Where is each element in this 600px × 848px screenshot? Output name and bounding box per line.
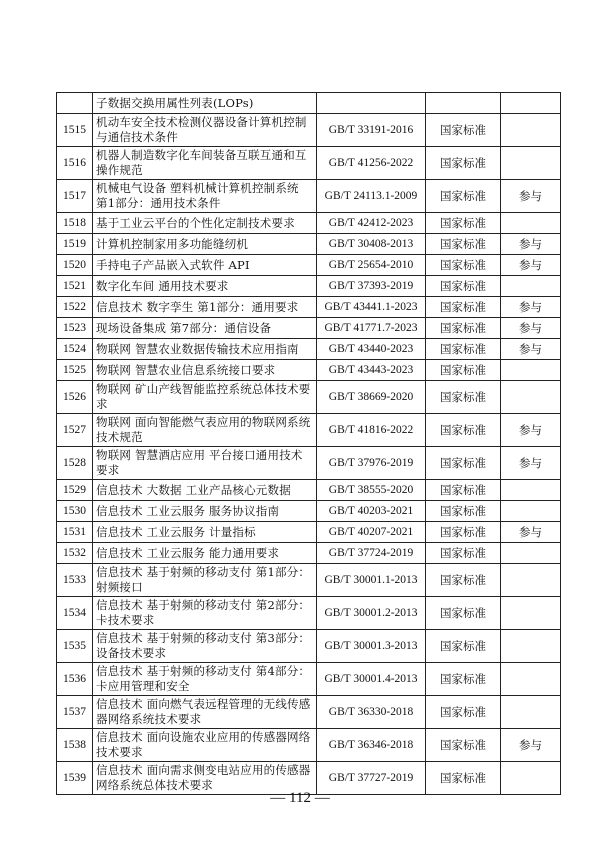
standards-table bbox=[56, 92, 561, 795]
standard-level-cell bbox=[426, 93, 501, 114]
table-row bbox=[57, 630, 561, 663]
standard-code-cell: GB/T 42412-2023 bbox=[317, 213, 426, 234]
standard-level-cell: 国家标准 bbox=[426, 762, 501, 795]
participation-cell: 参与 bbox=[501, 234, 561, 255]
standard-code-cell: GB/T 30001.1-2013 bbox=[317, 564, 426, 597]
standard-level-cell: 国家标准 bbox=[426, 297, 501, 318]
table-row bbox=[57, 663, 561, 696]
row-number-cell: 1535 bbox=[57, 630, 93, 663]
standard-code-cell bbox=[317, 93, 426, 114]
row-number-cell: 1515 bbox=[57, 114, 93, 147]
standard-level-cell: 国家标准 bbox=[426, 597, 501, 630]
standard-code-cell: GB/T 30001.4-2013 bbox=[317, 663, 426, 696]
standard-code-cell: GB/T 38555-2020 bbox=[317, 480, 426, 501]
page-number: — 112 — bbox=[270, 790, 330, 806]
participation-cell: 参与 bbox=[501, 414, 561, 447]
standard-name-cell: 物联网 智慧农业信息系统接口要求 bbox=[93, 360, 317, 381]
standard-level-cell: 国家标准 bbox=[426, 360, 501, 381]
standard-level-cell: 国家标准 bbox=[426, 501, 501, 522]
standard-name-cell: 信息技术 大数据 工业产品核心元数据 bbox=[93, 480, 317, 501]
standard-code-cell: GB/T 41771.7-2023 bbox=[317, 318, 426, 339]
standard-code-cell: GB/T 33191-2016 bbox=[317, 114, 426, 147]
participation-cell: 参与 bbox=[501, 180, 561, 213]
standard-level-cell: 国家标准 bbox=[426, 147, 501, 180]
table-row bbox=[57, 564, 561, 597]
row-number-cell: 1525 bbox=[57, 360, 93, 381]
standard-level-cell: 国家标准 bbox=[426, 318, 501, 339]
participation-cell bbox=[501, 147, 561, 180]
participation-cell: 参与 bbox=[501, 297, 561, 318]
standard-code-cell: GB/T 30408-2013 bbox=[317, 234, 426, 255]
table-row bbox=[57, 480, 561, 501]
standard-level-cell: 国家标准 bbox=[426, 339, 501, 360]
row-number-cell: 1517 bbox=[57, 180, 93, 213]
standard-name-cell: 基于工业云平台的个性化定制技术要求 bbox=[93, 213, 317, 234]
standard-level-cell: 国家标准 bbox=[426, 255, 501, 276]
participation-cell bbox=[501, 663, 561, 696]
standard-level-cell: 国家标准 bbox=[426, 213, 501, 234]
participation-cell bbox=[501, 564, 561, 597]
standard-code-cell: GB/T 37393-2019 bbox=[317, 276, 426, 297]
standard-level-cell: 国家标准 bbox=[426, 480, 501, 501]
table-row bbox=[57, 522, 561, 543]
participation-cell bbox=[501, 93, 561, 114]
standard-code-cell: GB/T 38669-2020 bbox=[317, 381, 426, 414]
standard-name-cell: 物联网 智慧农业数据传输技术应用指南 bbox=[93, 339, 317, 360]
standard-name-cell: 信息技术 面向燃气表远程管理的无线传感器网络系统技术要求 bbox=[93, 696, 317, 729]
participation-cell bbox=[501, 114, 561, 147]
row-number-cell: 1521 bbox=[57, 276, 93, 297]
standard-level-cell: 国家标准 bbox=[426, 630, 501, 663]
table-row bbox=[57, 501, 561, 522]
standard-name-cell: 信息技术 基于射频的移动支付 第2部分：卡技术要求 bbox=[93, 597, 317, 630]
standards-table-body bbox=[57, 93, 561, 795]
standard-code-cell: GB/T 40203-2021 bbox=[317, 501, 426, 522]
row-number-cell: 1519 bbox=[57, 234, 93, 255]
table-row bbox=[57, 297, 561, 318]
standard-code-cell: GB/T 43441.1-2023 bbox=[317, 297, 426, 318]
row-number-cell: 1530 bbox=[57, 501, 93, 522]
table-row bbox=[57, 360, 561, 381]
standard-level-cell: 国家标准 bbox=[426, 114, 501, 147]
standard-code-cell: GB/T 37727-2019 bbox=[317, 762, 426, 795]
table-row bbox=[57, 147, 561, 180]
table-row bbox=[57, 114, 561, 147]
standard-name-cell: 机器人制造数字化车间装备互联互通和互操作规范 bbox=[93, 147, 317, 180]
standard-name-cell: 机动车安全技术检测仪器设备计算机控制与通信技术条件 bbox=[93, 114, 317, 147]
participation-cell: 参与 bbox=[501, 447, 561, 480]
participation-cell bbox=[501, 630, 561, 663]
standard-code-cell: GB/T 37724-2019 bbox=[317, 543, 426, 564]
row-number-cell: 1533 bbox=[57, 564, 93, 597]
row-number-cell: 1523 bbox=[57, 318, 93, 339]
participation-cell: 参与 bbox=[501, 339, 561, 360]
table-row bbox=[57, 213, 561, 234]
standard-name-cell: 信息技术 基于射频的移动支付 第3部分：设备技术要求 bbox=[93, 630, 317, 663]
standard-level-cell: 国家标准 bbox=[426, 696, 501, 729]
participation-cell bbox=[501, 480, 561, 501]
standard-name-cell: 信息技术 面向设施农业应用的传感器网络技术要求 bbox=[93, 729, 317, 762]
standard-code-cell: GB/T 25654-2010 bbox=[317, 255, 426, 276]
standard-code-cell: GB/T 30001.3-2013 bbox=[317, 630, 426, 663]
standard-name-cell: 计算机控制家用多功能缝纫机 bbox=[93, 234, 317, 255]
standard-name-cell: 机械电气设备 塑料机械计算机控制系统 第1部分：通用技术条件 bbox=[93, 180, 317, 213]
standard-code-cell: GB/T 43443-2023 bbox=[317, 360, 426, 381]
row-number-cell: 1536 bbox=[57, 663, 93, 696]
row-number-cell: 1524 bbox=[57, 339, 93, 360]
table-row bbox=[57, 729, 561, 762]
row-number-cell: 1539 bbox=[57, 762, 93, 795]
table-row bbox=[57, 597, 561, 630]
row-number-cell: 1531 bbox=[57, 522, 93, 543]
participation-cell bbox=[501, 381, 561, 414]
standard-level-cell: 国家标准 bbox=[426, 729, 501, 762]
row-number-cell: 1537 bbox=[57, 696, 93, 729]
standard-level-cell: 国家标准 bbox=[426, 522, 501, 543]
row-number-cell: 1518 bbox=[57, 213, 93, 234]
table-row bbox=[57, 318, 561, 339]
table-row bbox=[57, 180, 561, 213]
standard-name-cell: 现场设备集成 第7部分：通信设备 bbox=[93, 318, 317, 339]
table-row bbox=[57, 414, 561, 447]
table-row bbox=[57, 543, 561, 564]
standard-name-cell: 物联网 智慧酒店应用 平台接口通用技术要求 bbox=[93, 447, 317, 480]
row-number-cell: 1522 bbox=[57, 297, 93, 318]
standard-name-cell: 信息技术 工业云服务 能力通用要求 bbox=[93, 543, 317, 564]
participation-cell: 参与 bbox=[501, 318, 561, 339]
row-number-cell: 1520 bbox=[57, 255, 93, 276]
standard-name-cell: 物联网 矿山产线智能监控系统总体技术要求 bbox=[93, 381, 317, 414]
standard-name-cell: 信息技术 工业云服务 服务协议指南 bbox=[93, 501, 317, 522]
standard-code-cell: GB/T 30001.2-2013 bbox=[317, 597, 426, 630]
row-number-cell: 1532 bbox=[57, 543, 93, 564]
standard-level-cell: 国家标准 bbox=[426, 180, 501, 213]
standard-level-cell: 国家标准 bbox=[426, 381, 501, 414]
standard-code-cell: GB/T 36346-2018 bbox=[317, 729, 426, 762]
standard-level-cell: 国家标准 bbox=[426, 447, 501, 480]
standard-level-cell: 国家标准 bbox=[426, 276, 501, 297]
row-number-cell bbox=[57, 93, 93, 114]
standard-code-cell: GB/T 24113.1-2009 bbox=[317, 180, 426, 213]
standard-code-cell: GB/T 43440-2023 bbox=[317, 339, 426, 360]
standard-code-cell: GB/T 37976-2019 bbox=[317, 447, 426, 480]
row-number-cell: 1538 bbox=[57, 729, 93, 762]
standard-name-cell: 信息技术 基于射频的移动支付 第1部分：射频接口 bbox=[93, 564, 317, 597]
row-number-cell: 1528 bbox=[57, 447, 93, 480]
row-number-cell: 1526 bbox=[57, 381, 93, 414]
table-row bbox=[57, 381, 561, 414]
row-number-cell: 1527 bbox=[57, 414, 93, 447]
row-number-cell: 1534 bbox=[57, 597, 93, 630]
table-row bbox=[57, 696, 561, 729]
standard-name-cell: 物联网 面向智能燃气表应用的物联网系统技术规范 bbox=[93, 414, 317, 447]
table-row bbox=[57, 447, 561, 480]
participation-cell bbox=[501, 276, 561, 297]
participation-cell bbox=[501, 360, 561, 381]
participation-cell bbox=[501, 696, 561, 729]
standard-level-cell: 国家标准 bbox=[426, 663, 501, 696]
standard-name-cell: 信息技术 面向需求侧变电站应用的传感器网络系统总体技术要求 bbox=[93, 762, 317, 795]
standard-name-cell: 数字化车间 通用技术要求 bbox=[93, 276, 317, 297]
standard-code-cell: GB/T 41816-2022 bbox=[317, 414, 426, 447]
standard-level-cell: 国家标准 bbox=[426, 564, 501, 597]
standard-code-cell: GB/T 41256-2022 bbox=[317, 147, 426, 180]
standard-level-cell: 国家标准 bbox=[426, 543, 501, 564]
table-row bbox=[57, 339, 561, 360]
participation-cell bbox=[501, 501, 561, 522]
standard-level-cell: 国家标准 bbox=[426, 414, 501, 447]
standard-name-cell: 子数据交换用属性列表(LOPs) bbox=[93, 93, 317, 114]
participation-cell bbox=[501, 543, 561, 564]
standard-code-cell: GB/T 36330-2018 bbox=[317, 696, 426, 729]
table-row bbox=[57, 234, 561, 255]
row-number-cell: 1516 bbox=[57, 147, 93, 180]
standard-name-cell: 手持电子产品嵌入式软件 API bbox=[93, 255, 317, 276]
participation-cell bbox=[501, 597, 561, 630]
row-number-cell: 1529 bbox=[57, 480, 93, 501]
table-row bbox=[57, 255, 561, 276]
participation-cell: 参与 bbox=[501, 255, 561, 276]
standard-name-cell: 信息技术 数字孪生 第1部分：通用要求 bbox=[93, 297, 317, 318]
standard-code-cell: GB/T 40207-2021 bbox=[317, 522, 426, 543]
standard-name-cell: 信息技术 工业云服务 计量指标 bbox=[93, 522, 317, 543]
participation-cell: 参与 bbox=[501, 522, 561, 543]
standard-level-cell: 国家标准 bbox=[426, 234, 501, 255]
table-row bbox=[57, 93, 561, 114]
table-row bbox=[57, 276, 561, 297]
participation-cell bbox=[501, 213, 561, 234]
participation-cell: 参与 bbox=[501, 729, 561, 762]
standard-name-cell: 信息技术 基于射频的移动支付 第4部分：卡应用管理和安全 bbox=[93, 663, 317, 696]
